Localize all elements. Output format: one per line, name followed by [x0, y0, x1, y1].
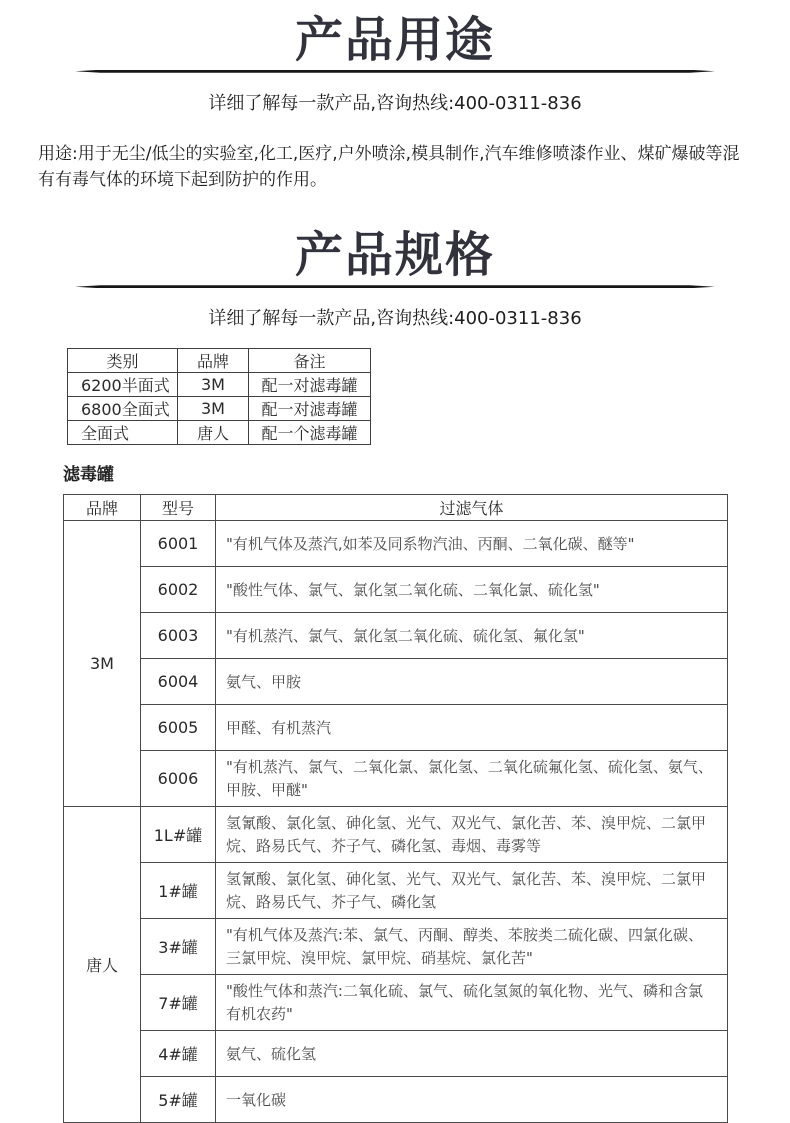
- note-cell: 配一个滤毒罐: [249, 421, 371, 445]
- model-cell: 5#罐: [141, 1077, 216, 1123]
- model-cell: 1#罐: [141, 863, 216, 919]
- table-row: [64, 521, 728, 567]
- gases-cell: 氢氰酸、氯化氢、砷化氢、光气、双光气、氯化苦、苯、溴甲烷、二氯甲烷、路易氏气、芥子气、磷化氢: [216, 863, 728, 919]
- gases-cell: "有机蒸汽、氯气、氯化氢二氧化硫、硫化氢、氟化氢": [216, 613, 728, 659]
- note-cell: 配一对滤毒罐: [249, 397, 371, 421]
- gases-cell: "有机蒸汽、氯气、二氧化氯、氯化氢、二氧化硫氟化氢、硫化氢、氨气、甲胺、甲醚": [216, 751, 728, 807]
- note-cell: 配一对滤毒罐: [249, 373, 371, 397]
- table-row: [68, 397, 371, 421]
- gases-cell: "酸性气体和蒸汽:二氧化硫、氯气、硫化氢氮的氧化物、光气、磷和含氯有机农药": [216, 975, 728, 1031]
- table-row: [68, 373, 371, 397]
- table-row: [64, 1031, 728, 1077]
- spec-header-brand: 品牌: [178, 349, 249, 373]
- model-cell: 6001: [141, 521, 216, 567]
- spec-table-header-row: [68, 349, 371, 373]
- filter-header-model: 型号: [141, 495, 216, 521]
- table-row: [64, 975, 728, 1031]
- brand-cell: 3M: [64, 521, 141, 807]
- usage-hotline-subtitle: 详细了解每一款产品,咨询热线:400-0311-836: [208, 92, 582, 114]
- table-row: [64, 807, 728, 863]
- table-row: [64, 863, 728, 919]
- spec-section: [0, 229, 790, 1123]
- brand-cell: 唐人: [178, 421, 249, 445]
- model-cell: 6002: [141, 567, 216, 613]
- model-cell: 6005: [141, 705, 216, 751]
- brand-cell: 唐人: [64, 807, 141, 1123]
- usage-section-title: 产品用途: [294, 12, 495, 68]
- spec-section-title: 产品规格: [294, 227, 495, 284]
- filter-table: [63, 494, 728, 1123]
- gases-cell: 氢氰酸、氯化氢、砷化氢、光气、双光气、氯化苦、苯、溴甲烷、二氯甲烷、路易氏气、芥子气、磷化氢、毒烟、毒雾等: [216, 807, 728, 863]
- filter-header-brand: 品牌: [64, 495, 141, 521]
- filter-header-gases: 过滤气体: [216, 495, 728, 521]
- table-row: [64, 613, 728, 659]
- model-cell: 6003: [141, 613, 216, 659]
- brand-cell: 3M: [178, 373, 249, 397]
- title-divider: [75, 70, 715, 73]
- gases-cell: 甲醛、有机蒸汽: [216, 705, 728, 751]
- filter-cartridge-heading: 滤毒罐: [63, 465, 114, 486]
- brand-cell: 3M: [178, 397, 249, 421]
- table-row: [64, 705, 728, 751]
- model-cell: 3#罐: [141, 919, 216, 975]
- gases-cell: 一氧化碳: [216, 1077, 728, 1123]
- spec-header-type: 类别: [68, 349, 178, 373]
- gases-cell: "酸性气体、氯气、氯化氢二氧化硫、二氧化氯、硫化氢": [216, 567, 728, 613]
- spec-header-note: 备注: [249, 349, 371, 373]
- table-row: [64, 1077, 728, 1123]
- model-cell: 6004: [141, 659, 216, 705]
- gases-cell: "有机气体及蒸汽:苯、氯气、丙酮、醇类、苯胺类二硫化碳、四氯化碳、三氯甲烷、溴甲烷、氯甲烷、硝基烷、氯化苦": [216, 919, 728, 975]
- table-row: [64, 567, 728, 613]
- usage-section: [0, 14, 790, 193]
- table-row: [64, 919, 728, 975]
- type-cell: 全面式: [68, 421, 178, 445]
- model-cell: 1L#罐: [141, 807, 216, 863]
- title-divider: [75, 285, 715, 288]
- model-cell: 7#罐: [141, 975, 216, 1031]
- spec-table: [67, 348, 371, 445]
- model-cell: 4#罐: [141, 1031, 216, 1077]
- gases-cell: 氨气、硫化氢: [216, 1031, 728, 1077]
- model-cell: 6006: [141, 751, 216, 807]
- filter-table-header-row: [64, 495, 728, 521]
- table-row: [64, 751, 728, 807]
- table-row: [68, 421, 371, 445]
- gases-cell: 氨气、甲胺: [216, 659, 728, 705]
- table-row: [64, 659, 728, 705]
- type-cell: 6200半面式: [68, 373, 178, 397]
- gases-cell: "有机气体及蒸汽,如苯及同系物汽油、丙酮、二氧化碳、醚等": [216, 521, 728, 567]
- type-cell: 6800全面式: [68, 397, 178, 421]
- spec-hotline-subtitle: 详细了解每一款产品,咨询热线:400-0311-836: [208, 308, 582, 330]
- usage-paragraph: 用途:用于无尘/低尘的实验室,化工,医疗,户外喷涂,模具制作,汽车维修喷漆作业、煤矿爆破等混有有毒气体的环境下起到防护的作用。: [38, 143, 740, 191]
